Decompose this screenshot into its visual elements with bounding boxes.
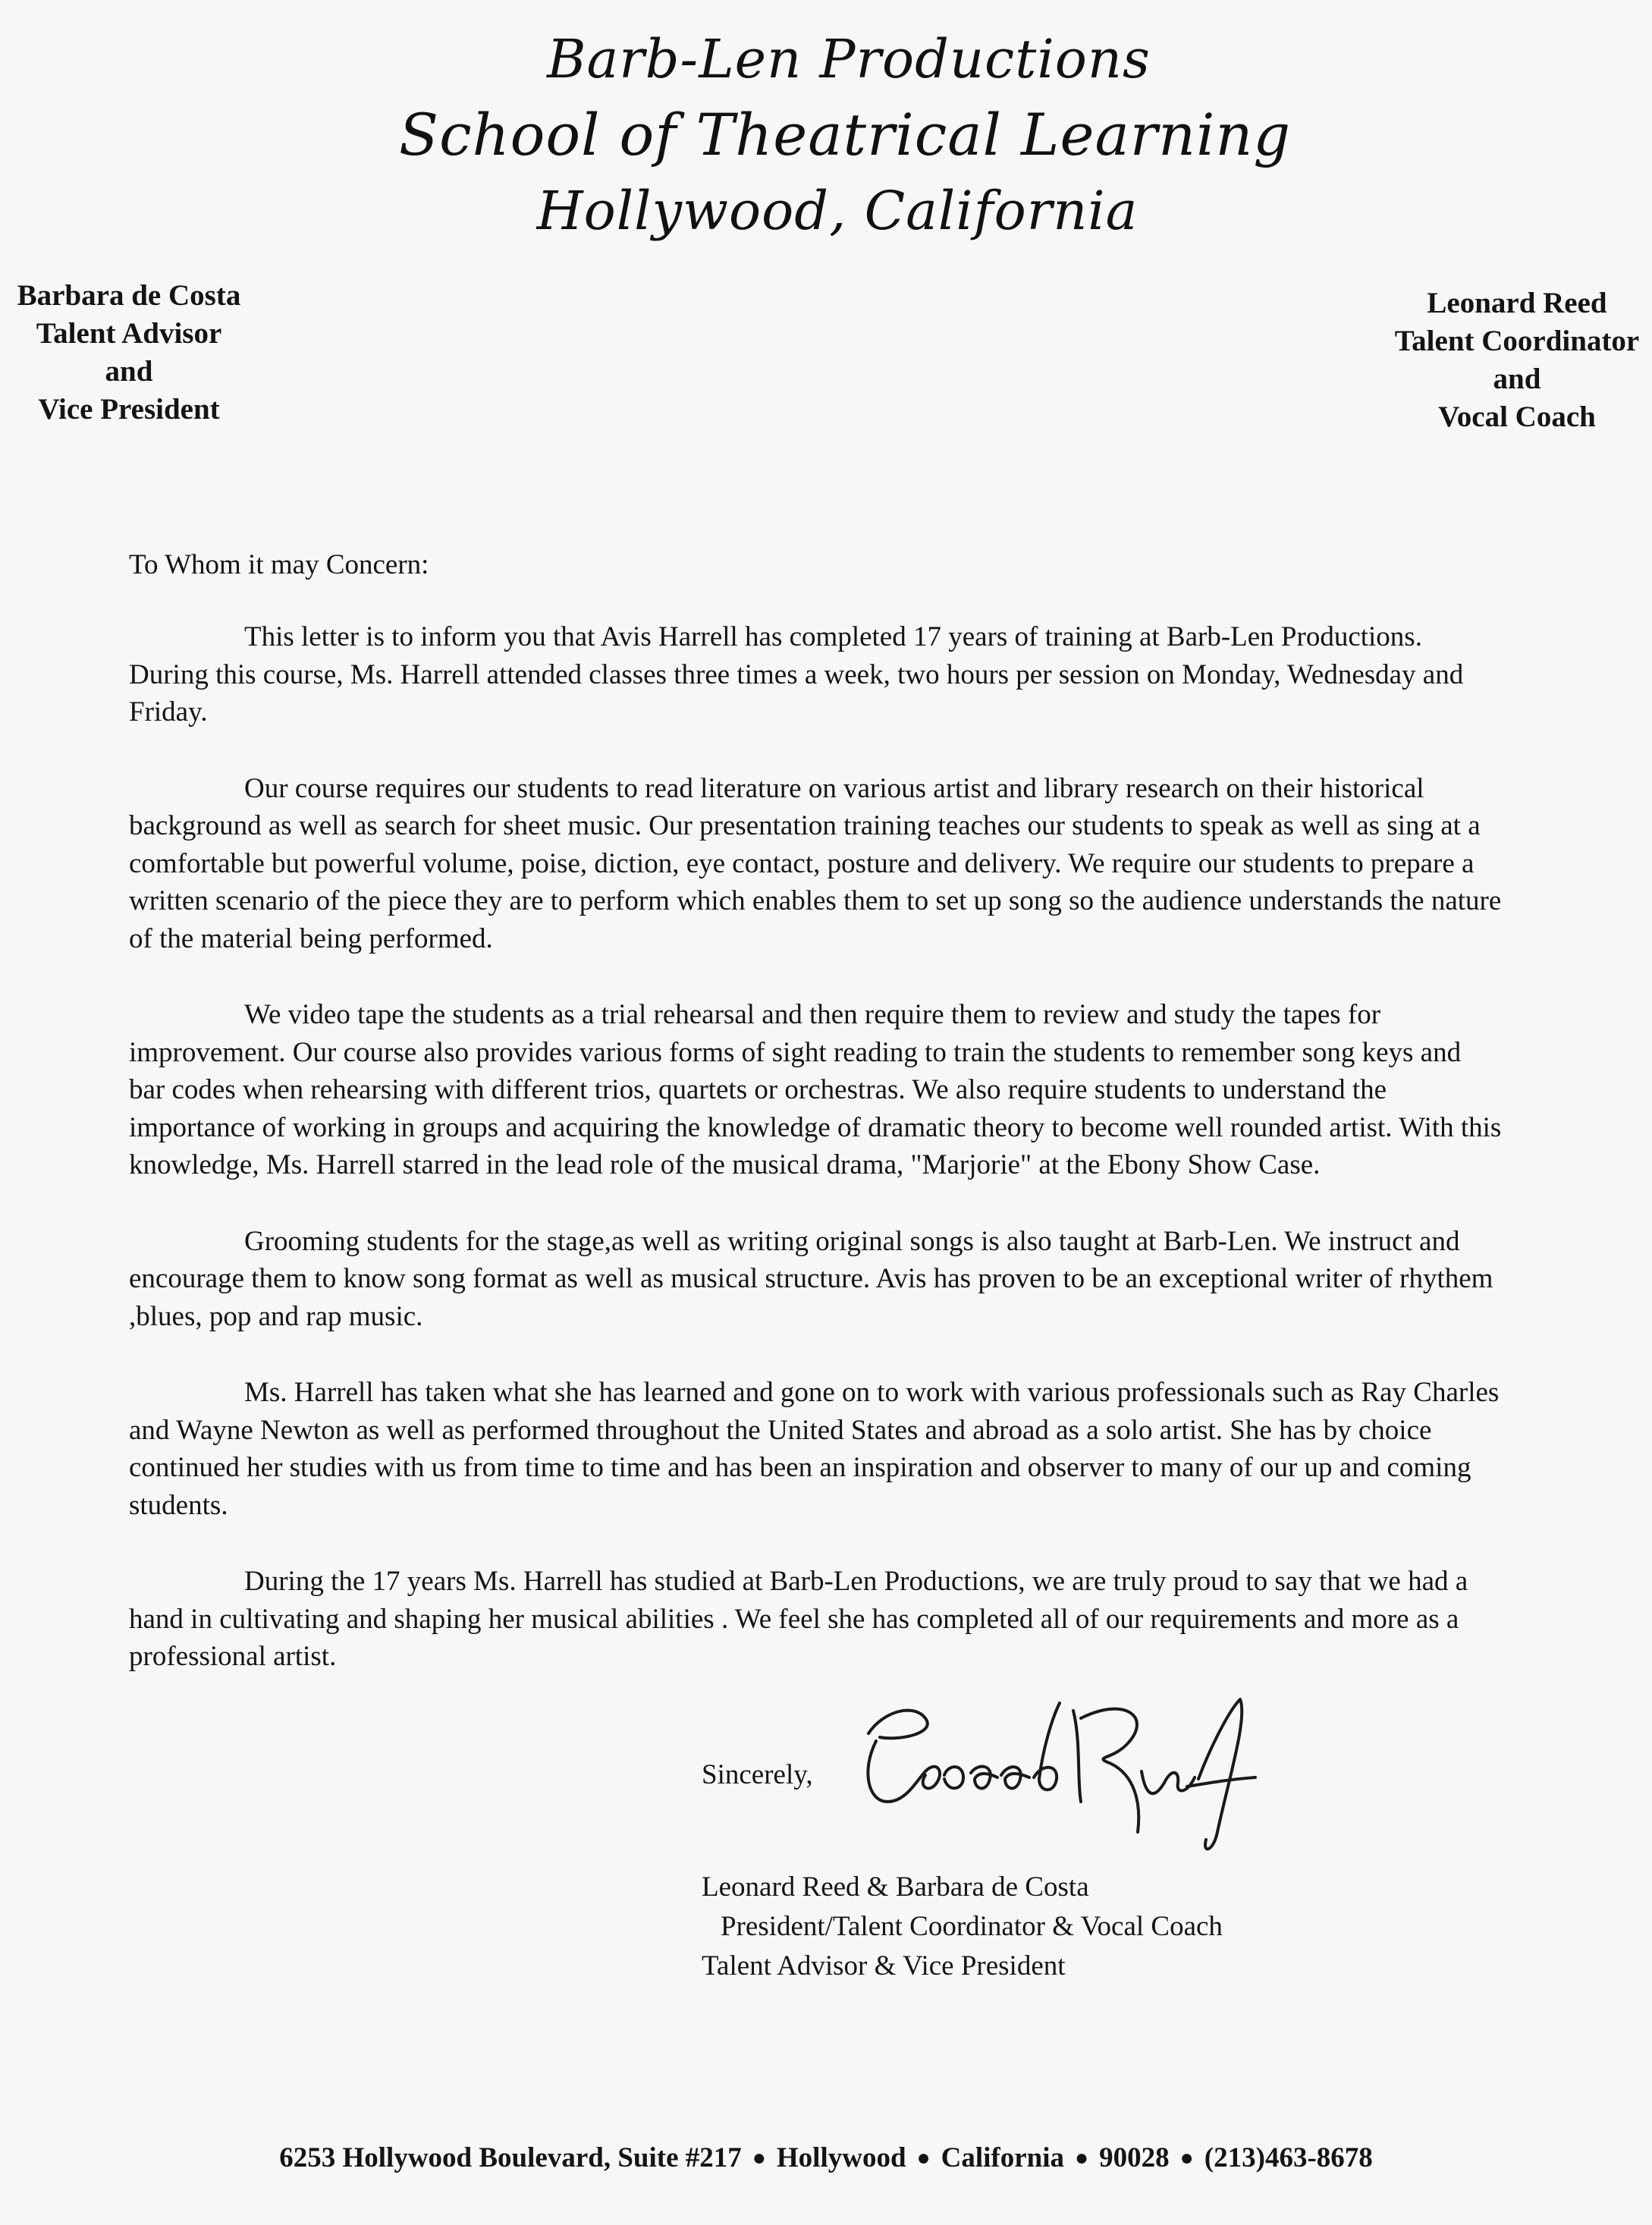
left-officer-title-1: Talent Advisor — [36, 317, 222, 350]
footer-city: Hollywood — [776, 2142, 906, 2173]
school-name: School of Theatrical Learning — [399, 101, 1291, 168]
body-paragraph: Our course requires our students to read literature on various artist and library research on their historical background as well as search for sheet music. Our presentation training teaches our students to speak as well as sing at a comfortable but powerful volume, poise, diction, eye contact, posture and delivery. We require our students to prepare a written scenario of the piece they are to perform which enables them to set up song so the audience understands the nature of the material being performed. — [129, 772, 1502, 954]
left-officer-block — [8, 277, 250, 429]
right-officer-title-2: Vocal Coach — [1438, 401, 1596, 433]
letter-body — [129, 618, 1502, 1714]
footer-address — [0, 2139, 1652, 2177]
letterhead — [0, 21, 1652, 249]
footer-zip: 90028 — [1099, 2142, 1170, 2173]
bullet-separator-icon: ● — [752, 2145, 766, 2170]
salutation: To Whom it may Concern: — [129, 549, 429, 580]
footer-street: 6253 Hollywood Boulevard, Suite #217 — [279, 2142, 742, 2173]
signature-block — [702, 1868, 1223, 1986]
right-officer-title-1: Talent Coordinator — [1394, 325, 1640, 357]
signatory-names: Leonard Reed & Barbara de Costa — [702, 1871, 1089, 1903]
footer-state: California — [941, 2142, 1065, 2173]
body-paragraph: This letter is to inform you that Avis Harrell has completed 17 years of training at Barb-Len Productions. During this course, Ms. Harrell attended classes three times a week, two hours per session on Monday, Wednesday and Friday. — [129, 621, 1464, 728]
bullet-separator-icon: ● — [916, 2145, 931, 2170]
right-officer-conjunction: and — [1493, 363, 1541, 395]
body-paragraph: Grooming students for the stage,as well as writing original songs is also taught at Barb-Len. We instruct and encourage them to know song format as well as musical structure. Avis has proven to be an exceptional writer of rhythem ,blues, pop and rap music. — [129, 1225, 1493, 1332]
signatory-title-1: President/Talent Coordinator & Vocal Coach — [721, 1911, 1223, 1942]
footer-phone: (213)463-8678 — [1204, 2142, 1373, 2173]
left-officer-title-2: Vice President — [38, 393, 220, 426]
body-paragraph: During the 17 years Ms. Harrell has studied at Barb-Len Productions, we are truly proud to say that we had a hand in cultivating and shaping her musical abilities . We feel she has completed all of our requirements and more as a professional artist. — [129, 1566, 1468, 1672]
bullet-separator-icon: ● — [1075, 2145, 1089, 2170]
company-location: Hollywood, California — [536, 180, 1138, 242]
body-paragraph: Ms. Harrell has taken what she has learned and gone on to work with various professionals such as Ray Charles and Wayne Newton as well as performed throughout the United States and abroad as a solo artist. She has by choice continued her studies with us from time to time and has been an inspiration and observer to many of our up and coming students. — [129, 1377, 1500, 1521]
signatory-title-2: Talent Advisor & Vice President — [702, 1950, 1066, 1981]
left-officer-conjunction: and — [105, 355, 153, 388]
handwritten-signature — [853, 1688, 1339, 1862]
body-paragraph: We video tape the students as a trial rehearsal and then require them to review and study the tapes for improvement. Our course also provides various forms of sight reading to train the students to remember song keys and bar codes when rehearsing with different trios, quartets or orchestras. We also require students to understand the importance of working in groups and acquiring the knowledge of dramatic theory to become well rounded artist. With this knowledge, Ms. Harrell starred in the lead role of the musical drama, "Marjorie" at the Ebony Show Case. — [129, 999, 1502, 1180]
right-officer-name: Leonard Reed — [1427, 287, 1607, 319]
right-officer-block — [1373, 284, 1652, 436]
left-officer-name: Barbara de Costa — [17, 279, 241, 312]
closing: Sincerely, — [702, 1759, 813, 1790]
bullet-separator-icon: ● — [1179, 2145, 1194, 2170]
company-name: Barb-Len Productions — [547, 28, 1151, 90]
